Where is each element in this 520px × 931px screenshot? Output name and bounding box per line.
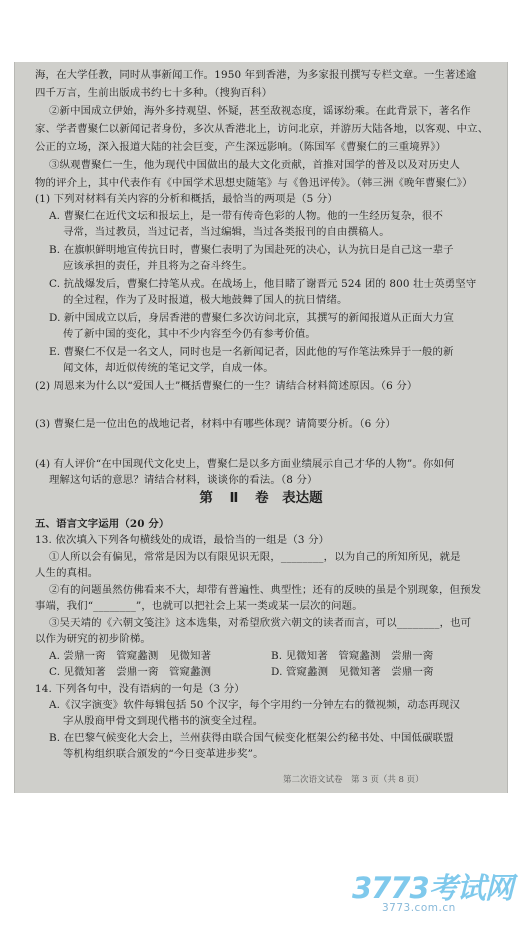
question-1: (1) 下列对材料有关内容的分析和概括，最恰当的两项是（5 分） [35, 193, 338, 205]
q14-option-b-cont: 等机构组织联合颁发的“今日变革进步奖”。 [63, 748, 264, 760]
option-e: E. 曹聚仁不仅是一名文人，同时也是一名新闻记者，因此他的写作笔法殊异于一般的新 [49, 346, 454, 358]
q14-option-a: A.《汉字演变》软件每辑包括 50 个汉字，每个字用约一分钟左右的微视频，动态再现汉 [49, 699, 460, 711]
sentence-1: ①人所以会有偏见，常常是因为以有限见识无限，________，以为自己的所知所见，就是 [49, 551, 461, 563]
option-c-cont: 的全过程，作为了及时报道，极大地鼓舞了国人的抗日情绪。 [63, 294, 348, 306]
material-line: 家、学者曹聚仁以新闻记者身份，多次从香港北上，访问北京，并游历大陆各地，以客观、中立、 [35, 123, 489, 135]
option-e-cont: 闻文体，却近似传统的笔记文学，自成一体。 [63, 362, 274, 374]
option-b: B. 在旗帜鲜明地宣传抗日时，曹聚仁表明了为国赴死的决心，认为抗日是自己这一辈子 [49, 244, 454, 256]
watermark-url: 3773.com.cn [382, 902, 456, 914]
material-line: 四千万言，生前出版成书约七十多种。（搜狗百科） [35, 87, 273, 99]
option-a: A. 曹聚仁在近代文坛和报坛上，是一带有传奇色彩的人物。他的一生经历复杂，很不 [49, 210, 444, 222]
option-a-cont: 寻常，当过教员，当过记者，当过编辑，当过各类报刊的自由撰稿人。 [63, 226, 390, 238]
question-13: 13. 依次填入下列各句横线处的成语，最恰当的一组是（3 分） [35, 534, 330, 546]
sentence-2-cont: 事端，我们“________”，也就可以把社会上某一类或某一层次的问题。 [35, 600, 363, 612]
sentence-2: ②有的问题虽然仿佛看来不大，却带有普遍性、典型性；还有的反映的虽是个别现象，但预发 [49, 584, 482, 596]
choice-d: D. 管窥蠡测 见微知著 尝鼎一脔 [271, 666, 434, 678]
material-line: 公正的立场，深入报道大陆的社会巨变，产生深远影响。（陈国军《曹聚仁的三重境界》） [35, 141, 447, 153]
sentence-3: ③吴天靖的《六朝文笺注》这本选集，对希望欣赏六朝文的读者而言，可以________，也可 [49, 617, 472, 629]
exam-paper [14, 62, 508, 793]
q14-option-a-cont: 字从殷商甲骨文到现代楷书的演变全过程。 [63, 715, 264, 727]
q14-option-b: B. 在巴黎气候变化大会上，兰州获得由联合国气候变化框架公约秘书处、中国低碳联盟 [49, 732, 454, 744]
page-footer: 第二次语文试卷 第 3 页（共 8 页） [283, 775, 424, 785]
material-line: 物的评介上，其中代表作有《中国学术思想史随笔》与《鲁迅评传》。（韩三洲《晚年曹聚仁》） [35, 177, 473, 189]
question-4: (4) 有人评价“在中国现代文化史上，曹聚仁是以多方面业绩展示自己才华的人物”。你如何 [35, 458, 455, 470]
section-heading: 五、语言文字运用（20 分） [35, 518, 170, 530]
choice-c: C. 见微知著 尝鼎一脔 管窥蠡测 [49, 666, 212, 678]
question-3: (3) 曹聚仁是一位出色的战地记者，材料中有哪些体现？请简要分析。（6 分） [35, 418, 396, 430]
material-line: 海，在大学任教，同时从事新闻工作。1950 年到香港，为多家报刊撰写专栏文章。一生著述逾 [35, 69, 477, 81]
watermark-logo: 3773考试网 [352, 871, 513, 905]
option-d-cont: 传了新中国的变化，其中不少内容至今仍有参考价值。 [63, 328, 316, 340]
choice-a: A. 尝鼎一脔 管窥蠡测 见微知著 [49, 650, 212, 662]
sentence-1-cont: 人生的真相。 [35, 567, 99, 579]
material-line: ②新中国成立伊始，海外多持观望、怀疑，甚至敌视态度，谣诼纷乘。在此背景下，著名作 [49, 105, 471, 117]
question-4-cont: 理解这句话的意思？请结合材料，谈谈你的看法。（8 分） [49, 474, 318, 486]
part-title: 第 Ⅱ 卷 表达题 [199, 490, 323, 506]
question-14: 14. 下列各句中，没有语病的一句是（3 分） [35, 683, 245, 695]
sentence-3-cont: 以作为研究的初步阶梯。 [35, 633, 151, 645]
choice-b: B. 见微知著 管窥蠡测 尝鼎一脔 [271, 650, 434, 662]
material-line: ③纵观曹聚仁一生，他为现代中国做出的最大文化贡献，首推对国学的普及以及对历史人 [49, 159, 461, 171]
option-d: D. 新中国成立以后，身居香港的曹聚仁多次访问北京，其撰写的新闻报道从正面大力宣 [49, 312, 455, 324]
option-c: C. 抗战爆发后，曹聚仁持笔从戎。在战场上，他目睹了谢晋元 524 团的 800 壮士英勇坚守 [49, 278, 477, 290]
option-b-cont: 应该承担的责任，并且将为之奋斗终生。 [63, 260, 253, 272]
question-2: (2) 周恩来为什么以“爱国人士”概括曹聚仁的一生？请结合材料简述原因。（6 分） [35, 380, 418, 392]
